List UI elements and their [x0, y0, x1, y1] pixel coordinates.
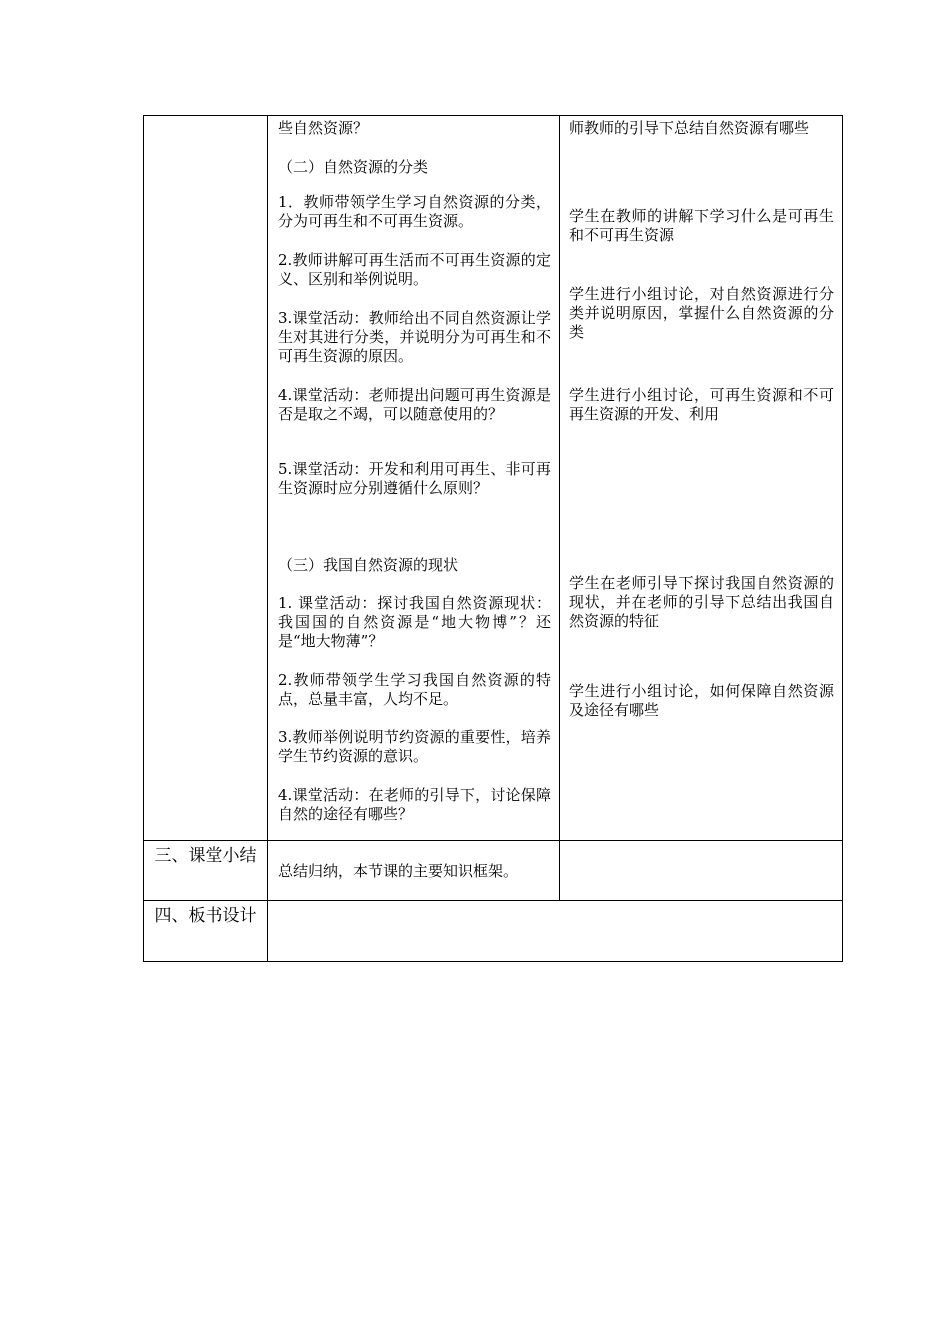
teacher-text-8: 1. 课堂活动：探讨我国自然资源现状：我国国的自然资源是“地大物博”？还是“地大物薄”？	[278, 594, 551, 650]
teacher-text-7: （三）我国自然资源的现状	[278, 556, 459, 574]
lesson-plan-table	[143, 115, 843, 962]
student-text-3: 学生进行小组讨论，可再生资源和不可再生资源的开发、利用	[569, 386, 834, 423]
teacher-text-11: 4.课堂活动：在老师的引导下，讨论保障自然的途径有哪些？	[278, 786, 551, 823]
student-text-5: 学生进行小组讨论，如何保障自然资源及途径有哪些	[569, 682, 834, 719]
teacher-text-1: （二）自然资源的分类	[278, 158, 429, 176]
summary-content: 总结归纳，本节课的主要知识框架。	[278, 862, 519, 880]
teacher-text-10: 3.教师举例说明节约资源的重要性，培养学生节约资源的意识。	[278, 728, 551, 765]
board-title-cell	[144, 901, 268, 962]
student-text-4: 学生在老师引导下探讨我国自然资源的现状，并在老师的引导下总结出我国自然资源的特征	[569, 574, 834, 630]
section-cell-empty	[144, 116, 268, 841]
teacher-text-2: 1．教师带领学生学习自然资源的分类，分为可再生和不可再生资源。	[278, 193, 551, 230]
student-text-2: 学生进行小组讨论，对自然资源进行分类并说明原因，掌握什么自然资源的分类	[569, 285, 834, 341]
student-text-0: 师教师的引导下总结自然资源有哪些	[569, 119, 810, 137]
table-row-main	[144, 116, 843, 841]
summary-title-cell	[144, 841, 268, 901]
table-row-summary	[144, 841, 843, 901]
student-activity-cell	[560, 116, 843, 841]
summary-title: 三、课堂小结	[154, 846, 257, 866]
teacher-text-4: 3.课堂活动：教师给出不同自然资源让学生对其进行分类，并说明分为可再生和不可再生资源的原因。	[278, 309, 551, 365]
teacher-text-9: 2.教师带领学生学习我国自然资源的特点，总量丰富，人均不足。	[278, 671, 551, 708]
teacher-text-3: 2.教师讲解可再生活而不可再生资源的定义、区别和举例说明。	[278, 251, 551, 288]
table-row-board	[144, 901, 843, 962]
board-content-cell	[268, 901, 843, 962]
summary-student-cell	[560, 841, 843, 901]
teacher-activity-cell	[268, 116, 560, 841]
board-title: 四、板书设计	[154, 906, 257, 926]
teacher-text-5: 4.课堂活动：老师提出问题可再生资源是否是取之不竭，可以随意使用的？	[278, 386, 551, 423]
teacher-text-6: 5.课堂活动：开发和利用可再生、非可再生资源时应分别遵循什么原则？	[278, 460, 551, 497]
student-text-1: 学生在教师的讲解下学习什么是可再生和不可再生资源	[569, 207, 834, 244]
teacher-text-0: 些自然资源？	[278, 119, 369, 137]
summary-content-cell	[268, 841, 560, 901]
